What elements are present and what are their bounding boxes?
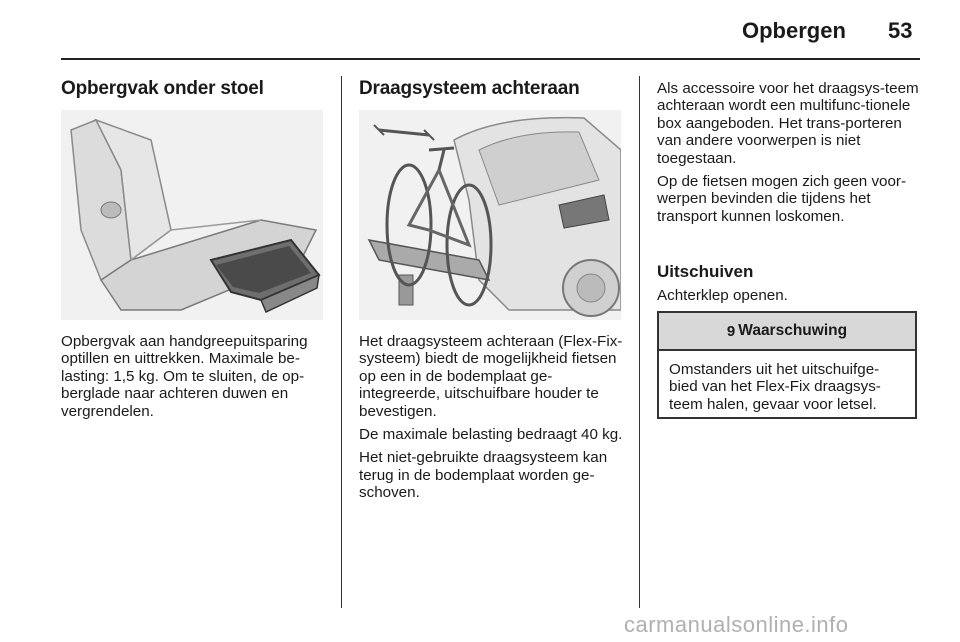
accessory-text	[657, 80, 921, 231]
seat-storage-drawer-illustration	[61, 110, 323, 320]
header-rule	[61, 58, 920, 60]
page-number: 53	[888, 18, 913, 43]
column-divider-left	[341, 76, 342, 608]
bike-carrier-text	[359, 333, 627, 508]
warning-box	[657, 311, 917, 419]
rear-bike-carrier-illustration	[359, 110, 621, 320]
warning-header	[659, 313, 915, 351]
watermark: carmanualsonline.info	[624, 612, 849, 637]
page-header-title: Opbergen	[742, 18, 846, 43]
warning-triangle-icon: 9	[726, 322, 736, 340]
warning-title: Waarschuwing	[738, 322, 848, 339]
bike-carrier-figure	[359, 110, 621, 320]
section-heading-uitschuiven: Uitschuiven	[657, 262, 754, 281]
warning-text: Omstanders uit het uitschuifge-bied van het Flex-Fix draagsys-teem halen, gevaar voor letsel.	[669, 361, 881, 413]
section-heading-seat-storage: Opbergvak onder stoel	[61, 78, 264, 99]
tailgate-instruction: Achterklep openen.	[657, 287, 788, 304]
accessory-paragraph-1: Als accessoire voor het draagsys-teem achteraan wordt een multifunc-tionele box aangeboden. Het trans-porteren van andere voorwerpen is niet toegestaan.	[657, 80, 919, 167]
column-divider-right	[639, 76, 640, 608]
bike-carrier-paragraph-3: Het niet-gebruikte draagsysteem kan terug in de bodemplaat worden ge-schoven.	[359, 449, 608, 502]
seat-storage-figure	[61, 110, 323, 320]
accessory-paragraph-2: Op de fietsen mogen zich geen voor-werpen bevinden die tijdens het transport kunnen loskomen.	[657, 173, 907, 225]
bike-carrier-paragraph-2: De maximale belasting bedraagt 40 kg.	[359, 426, 623, 444]
section-heading-bike-carrier: Draagsysteem achteraan	[359, 78, 580, 99]
seat-storage-text: Opbergvak aan handgreepuitsparing optillen en uittrekken. Maximale be-lasting: 1,5 kg. Om te sluiten, de op-berglade naar achteren duwen en vergrendelen.	[61, 333, 308, 420]
bike-carrier-paragraph-1: Het draagsysteem achteraan (Flex-Fix-systeem) biedt de mogelijkheid fietsen op een in de bodemplaat ge-integreerde, uitschuifbare houder te bevestigen.	[359, 333, 623, 420]
